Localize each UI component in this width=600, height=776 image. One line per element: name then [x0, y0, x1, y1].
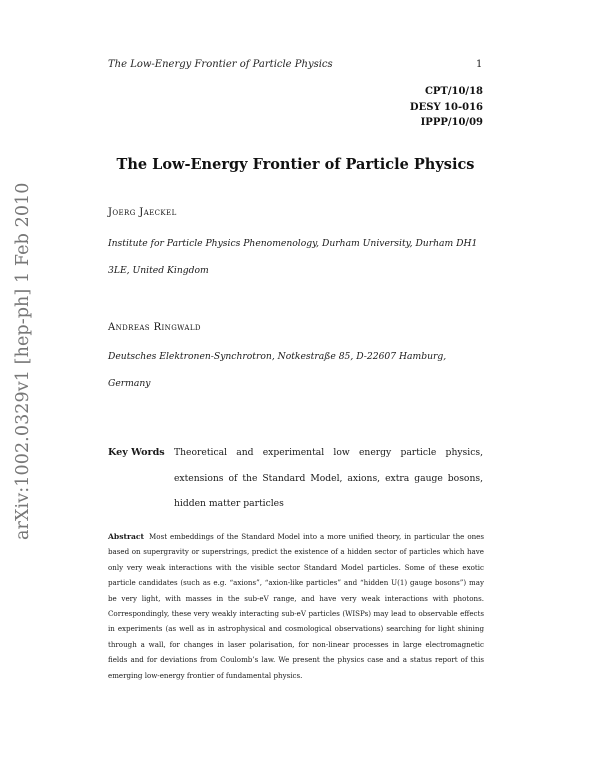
author-affiliation: Deutsches Elektronen-Synchrotron, Notkestraße 85, D-22607 Hamburg, Germany: [108, 351, 447, 389]
keywords-text: Theoretical and experimental low energy particle physics, extensions of the Standard Model, axions, extra gauge bosons, hidden matter particles: [174, 447, 483, 509]
page-number: 1: [476, 59, 483, 70]
author-affiliation: Institute for Particle Physics Phenomenology, Durham University, Durham DH1 3LE, United Kingdom: [108, 238, 478, 276]
author-name: Joerg Jaeckel: [108, 207, 177, 218]
report-number: IPPP/10/09: [420, 117, 483, 128]
paper-title: The Low-Energy Frontier of Particle Physics: [116, 156, 475, 173]
abstract-label: Abstract: [108, 532, 145, 541]
report-numbers: [410, 84, 483, 131]
keywords-block: [108, 440, 483, 517]
report-number: DESY 10-016: [409, 101, 483, 113]
abstract-block: [108, 529, 484, 683]
arxiv-identifier-stamp: arXiv:1002.0329v1 [hep-ph] 1 Feb 2010: [13, 182, 33, 540]
running-head: The Low-Energy Frontier of Particle Physics: [108, 59, 333, 70]
abstract-text: Most embeddings of the Standard Model into a more unified theory, in particular the ones based on supergravity or superstrings, predict the existence of a hidden sector of particles which have only very weak interactions with the visible sector Standard Model particles. Some of these exotic particle candidates (such as e.g. “axions”, “axion-like particles” and “hidden U(1) gauge bosons”) may be very light, with masses in the sub-eV range, and have very weak interactions with photons. Correspondingly, these very weakly interacting sub-eV particles (WISPs) may lead to observable effects in experiments (as well as in astrophysical and cosmological observations) searching for light shining through a wall, for changes in laser polarisation, for non-linear processes in large electromagnetic fields and for deviations from Coulomb’s law. We present the physics case and a status report of this emerging low-energy frontier of fundamental physics.: [108, 532, 484, 680]
author-name: Andreas Ringwald: [108, 322, 201, 333]
keywords-label: Key Words: [108, 447, 165, 458]
report-number: CPT/10/18: [424, 86, 483, 97]
